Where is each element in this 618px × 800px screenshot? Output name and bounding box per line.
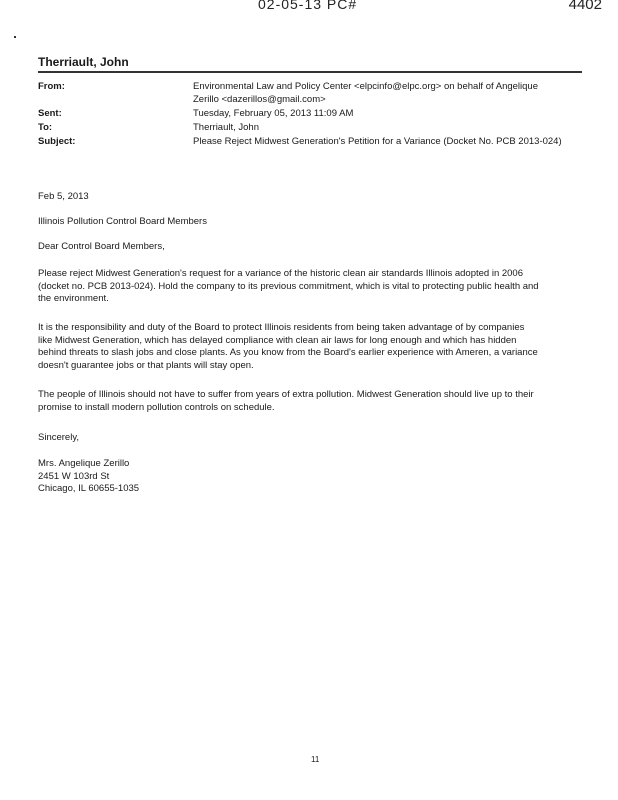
signature-address: 2451 W 103rd St — [38, 470, 110, 482]
sent-value: Tuesday, February 05, 2013 11:09 AM — [193, 108, 354, 119]
from-label: From: — [38, 81, 65, 92]
signature-block — [38, 458, 584, 496]
scan-speck — [14, 36, 16, 38]
signature-name: Mrs. Angelique Zerillo — [38, 458, 130, 469]
sender-name: Therriault, John — [38, 55, 129, 69]
docket-stamp: 02-05-13 PC# — [258, 0, 358, 12]
paragraph-2-line: like Midwest Generation, which has delayed compliance with clean air laws for long enough and which has hidden — [38, 334, 517, 346]
letter-closing: Sincerely, — [38, 432, 80, 443]
to-value: Therriault, John — [193, 122, 260, 133]
paragraph-3 — [38, 389, 584, 414]
subject-value: Please Reject Midwest Generation's Petition for a Variance (Docket No. PCB 2013-024) — [193, 136, 562, 147]
letter-salutation: Dear Control Board Members, — [38, 241, 165, 252]
from-value-line1: Environmental Law and Policy Center <elpcinfo@elpc.org> on behalf of Angelique — [193, 81, 539, 92]
subject-label: Subject: — [38, 136, 76, 147]
letter-date: Feb 5, 2013 — [38, 191, 89, 202]
paragraph-3-line: promise to install modern pollution controls on schedule. — [38, 401, 275, 413]
paragraph-1 — [38, 268, 584, 306]
paragraph-2-line: It is the responsibility and duty of the Board to protect Illinois residents from being taken advantage of by companies — [38, 322, 525, 333]
paragraph-3-line: The people of Illinois should not have to suffer from years of extra pollution. Midwest Generation should live up to their — [38, 389, 534, 400]
sent-label: Sent: — [38, 108, 62, 119]
page-id-number: 4402 — [568, 0, 602, 13]
page-number: 11 — [311, 755, 320, 764]
from-value-line2: Zerillo <dazerillos@gmail.com> — [193, 94, 326, 105]
paragraph-1-line: the environment. — [38, 293, 109, 304]
paragraph-1-line: Please reject Midwest Generation's request for a variance of the historic clean air standards Illinois adopted in 2006 — [38, 268, 523, 279]
paragraph-2-line: behind threats to slash jobs and close plants. As you know from the Board's earlier experience with Ameren, a variance — [38, 347, 538, 358]
signature-city: Chicago, IL 60655-1035 — [38, 483, 140, 494]
header-rule — [38, 71, 582, 73]
paragraph-2 — [38, 322, 584, 372]
letter-recipient: Illinois Pollution Control Board Members — [38, 216, 207, 227]
paragraph-2-line: doesn't guarantee jobs or that plants will stay open. — [38, 359, 254, 371]
paragraph-1-line: (docket no. PCB 2013-024). Hold the company to its previous commitment, which is vital to protecting public health and — [38, 280, 539, 292]
to-label: To: — [38, 122, 53, 133]
